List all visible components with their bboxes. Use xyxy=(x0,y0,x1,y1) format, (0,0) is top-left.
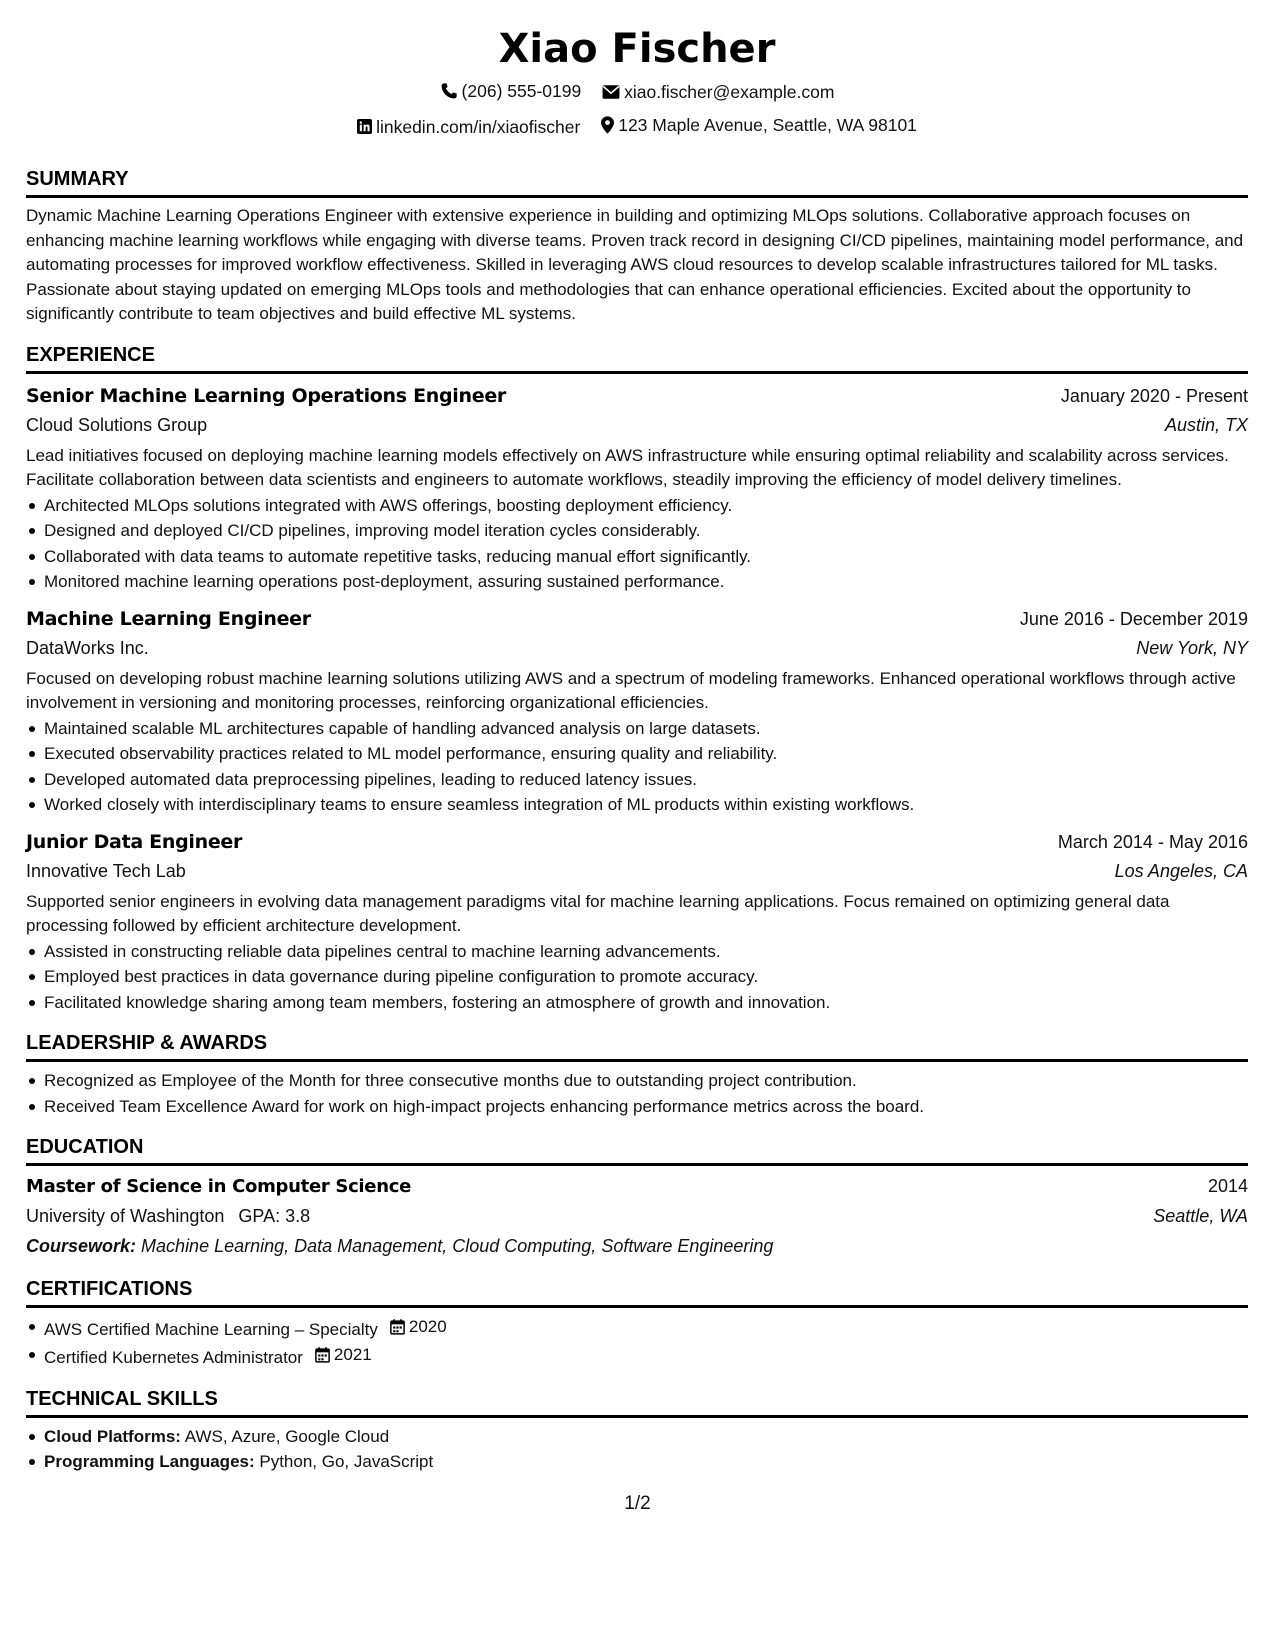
job-location: Austin, TX xyxy=(1164,414,1248,435)
school-location: Seattle, WA xyxy=(1153,1206,1248,1226)
contact-line-1 xyxy=(26,80,1248,105)
calendar-icon xyxy=(315,1347,330,1363)
linkedin-contact[interactable] xyxy=(357,116,580,138)
company-name: DataWorks Inc. xyxy=(26,637,149,658)
coursework xyxy=(26,1231,1248,1261)
job-description: Focused on developing robust machine learning solutions utilizing AWS and a spectrum of modeling frameworks. Enhanced operational workflows through active involvement in versioning and monitoring processes, reinforcing organizational efficiencies. xyxy=(26,668,1236,712)
degree-title: Master of Science in Computer Science xyxy=(26,1176,412,1197)
list-item: Employed best practices in data governance during pipeline configuration to promote accuracy. xyxy=(44,964,1248,990)
job-dates: June 2016 - December 2019 xyxy=(1019,608,1248,629)
certification-year-text: 2021 xyxy=(333,1345,372,1365)
list-item xyxy=(44,1342,1248,1370)
envelope-icon xyxy=(602,84,620,100)
skills-section xyxy=(26,1387,1248,1475)
graduation-year: 2014 xyxy=(1207,1176,1248,1196)
leadership-list xyxy=(26,1068,1248,1119)
job-description: Supported senior engineers in evolving data management paradigms vital for machine learning applications. Focus remained on optimizing general data processing followed by efficient architecture development. xyxy=(26,891,1170,935)
email-text[interactable]: xiao.fischer@example.com xyxy=(624,82,835,102)
list-item: Worked closely with interdisciplinary teams to ensure seamless integration of ML products within existing workflows. xyxy=(44,792,1248,818)
certifications-section xyxy=(26,1277,1248,1371)
job-location: New York, NY xyxy=(1136,637,1248,658)
address-text: 123 Maple Avenue, Seattle, WA 98101 xyxy=(618,115,917,135)
company-name: Cloud Solutions Group xyxy=(26,414,208,435)
job-entry xyxy=(26,382,1248,595)
candidate-name: Xiao Fischer xyxy=(498,26,776,72)
list-item: Architected MLOps solutions integrated with AWS offerings, boosting deployment efficiency. xyxy=(44,493,1248,519)
list-item xyxy=(44,1314,1248,1342)
job-title: Junior Data Engineer xyxy=(26,830,243,853)
list-item: Maintained scalable ML architectures capable of handling advanced analysis on large datasets. xyxy=(44,716,1248,742)
summary-section xyxy=(26,167,1248,327)
job-bullets xyxy=(26,716,1248,818)
school-name: University of Washington xyxy=(26,1206,225,1226)
phone-icon xyxy=(440,82,458,100)
list-item: Executed observability practices related to ML model performance, ensuring quality and reliability. xyxy=(44,741,1248,767)
list-item: Assisted in constructing reliable data pipelines central to machine learning advancements. xyxy=(44,939,1248,965)
summary-text: Dynamic Machine Learning Operations Engineer with extensive experience in building and optimizing MLOps solutions. Collaborative approach focuses on enhancing machine learning workflows while engaging with diverse teams. Proven track record in designing CI/CD pipelines, maintaining model performance, and automating processes for improved workflow effectiveness. Skilled in leveraging AWS cloud resources to develop scalable infrastructures tailored for ML tasks. Passionate about staying updated on emerging MLOps tools and methodologies that can enhance operational efficiencies. Excited about the opportunity to significantly contribute to team objectives and build effective ML systems. xyxy=(26,206,1244,323)
list-item xyxy=(44,1424,1248,1450)
resume-page xyxy=(26,0,1248,1475)
section-title-summary: SUMMARY xyxy=(26,167,1248,198)
skills-list xyxy=(26,1424,1248,1475)
company-name: Innovative Tech Lab xyxy=(26,860,186,881)
list-item: Designed and deployed CI/CD pipelines, improving model iteration cycles considerably. xyxy=(44,518,1248,544)
leadership-section xyxy=(26,1031,1248,1119)
certification-name: AWS Certified Machine Learning – Specialty xyxy=(44,1319,378,1339)
skill-label: Programming Languages: xyxy=(44,1452,255,1471)
job-title: Senior Machine Learning Operations Engineer xyxy=(26,384,506,407)
calendar-icon xyxy=(390,1319,405,1335)
section-title-education: EDUCATION xyxy=(26,1135,1248,1166)
address-contact xyxy=(601,114,917,136)
list-item: Recognized as Employee of the Month for three consecutive months due to outstanding project contribution. xyxy=(44,1068,1248,1094)
linkedin-text[interactable]: linkedin.com/in/xiaofischer xyxy=(376,116,581,137)
certification-year-text: 2020 xyxy=(408,1317,447,1336)
job-dates: March 2014 - May 2016 xyxy=(1057,831,1248,852)
page-number: 1/2 xyxy=(624,1493,651,1514)
skill-value: AWS, Azure, Google Cloud xyxy=(184,1426,390,1446)
contact-line-2 xyxy=(26,114,1248,139)
section-title-leadership: LEADERSHIP & AWARDS xyxy=(26,1031,1248,1062)
section-title-skills: TECHNICAL SKILLS xyxy=(26,1387,1248,1418)
certification-year xyxy=(390,1314,447,1340)
education-section xyxy=(26,1135,1248,1261)
list-item xyxy=(44,1449,1248,1475)
section-title-experience: EXPERIENCE xyxy=(26,343,1248,374)
list-item: Developed automated data preprocessing pipelines, leading to reduced latency issues. xyxy=(44,767,1248,793)
phone-contact xyxy=(440,80,582,102)
school-line xyxy=(26,1201,310,1231)
email-contact[interactable] xyxy=(602,81,834,103)
certification-year xyxy=(315,1342,372,1368)
experience-section xyxy=(26,343,1248,1016)
coursework-list: Machine Learning, Data Management, Cloud Computing, Software Engineering xyxy=(141,1236,774,1256)
job-entry xyxy=(26,605,1248,818)
certifications-list xyxy=(26,1314,1248,1371)
coursework-label: Coursework: xyxy=(26,1236,137,1256)
job-description: Lead initiatives focused on deploying machine learning models effectively on AWS infrastructure while ensuring optimal reliability and scalability across services. Facilitate collaboration between data scientists and engineers to automate workflows, steadily improving the efficiency of model delivery timelines. xyxy=(26,445,1229,489)
map-marker-icon xyxy=(601,116,614,134)
list-item: Facilitated knowledge sharing among team members, fostering an atmosphere of growth and innovation. xyxy=(44,990,1248,1016)
list-item: Monitored machine learning operations post-deployment, assuring sustained performance. xyxy=(44,569,1248,595)
job-title: Machine Learning Engineer xyxy=(26,607,311,630)
job-entry xyxy=(26,828,1248,1016)
job-bullets xyxy=(26,493,1248,595)
certification-name: Certified Kubernetes Administrator xyxy=(44,1348,303,1367)
section-title-certifications: CERTIFICATIONS xyxy=(26,1277,1248,1308)
linkedin-icon xyxy=(357,119,372,134)
gpa: GPA: 3.8 xyxy=(238,1206,311,1226)
job-location: Los Angeles, CA xyxy=(1114,860,1248,881)
job-dates: January 2020 - Present xyxy=(1060,385,1248,406)
skill-label: Cloud Platforms: xyxy=(44,1426,181,1446)
skill-value: Python, Go, JavaScript xyxy=(259,1452,434,1471)
list-item: Received Team Excellence Award for work on high-impact projects enhancing performance metrics across the board. xyxy=(44,1094,1248,1120)
job-bullets xyxy=(26,939,1248,1016)
list-item: Collaborated with data teams to automate repetitive tasks, reducing manual effort significantly. xyxy=(44,544,1248,570)
phone-text: (206) 555-0199 xyxy=(461,81,582,101)
